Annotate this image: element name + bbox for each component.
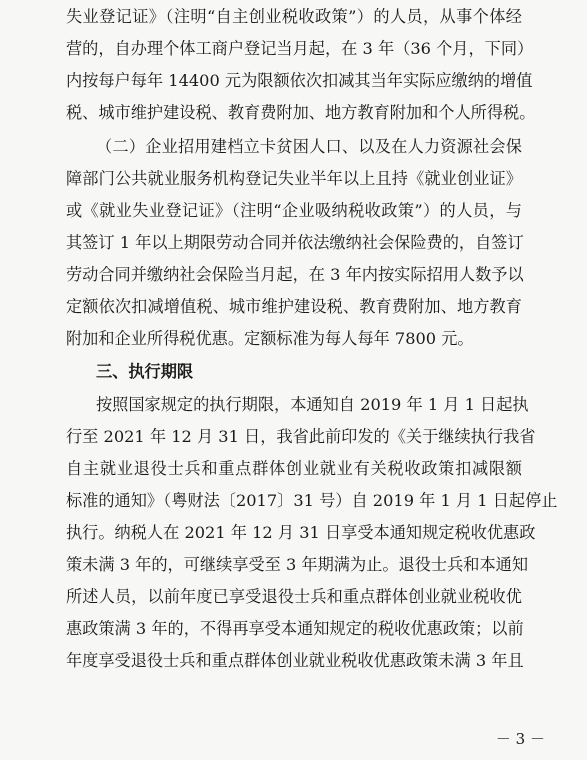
text-line: 惠政策满 3 年的，不得再享受本通知规定的税收优惠政策；以前 — [66, 619, 524, 638]
text-line: 年度享受退役士兵和重点群体创业就业税收优惠政策未满 3 年且 — [66, 651, 524, 670]
text-line: 税、城市维护建设税、教育费附加、地方教育附加和个人所得税。 — [66, 103, 536, 122]
page-number: － 3 － — [495, 730, 545, 748]
text-line: 内按每户每年 14400 元为限额依次扣减其当年实际应缴纳的增值 — [66, 71, 533, 90]
text-line: 或《就业失业登记证》（注明“企业吸纳税收政策”）的人员，与 — [66, 201, 522, 220]
text-line: 失业登记证》（注明“自主创业税收政策”）的人员，从事个体经 — [66, 7, 522, 26]
text-line: 营的，自办理个体工商户登记当月起，在 3 年（36 个月，下同） — [66, 39, 534, 58]
text-line: 标准的通知》（粤财法〔2017〕31 号）自 2019 年 1 月 1 日起停止 — [66, 491, 558, 510]
text-line: 定额依次扣减增值税、城市维护建设税、教育费附加、地方教育 — [66, 297, 522, 316]
text-line: 按照国家规定的执行期限，本通知自 2019 年 1 月 1 日起执 — [96, 395, 529, 414]
text-line: 策未满 3 年的，可继续享受至 3 年期满为止。退役士兵和本通知 — [66, 555, 529, 574]
text-line: 行至 2021 年 12 月 31 日，我省此前印发的《关于继续执行我省 — [66, 427, 536, 446]
text-line: （二）企业招用建档立卡贫困人口、以及在人力资源社会保 — [96, 137, 522, 156]
text-line: 附加和企业所得税优惠。定额标准为每人每年 7800 元。 — [66, 329, 474, 348]
text-line: 劳动合同并缴纳社会保险当月起，在 3 年内按实际招用人数予以 — [66, 265, 524, 284]
text-line: 所述人员，以前年度已享受退役士兵和重点群体创业就业税收优 — [66, 587, 522, 606]
text-line: 执行。纳税人在 2021 年 12 月 31 日享受本通知规定税收优惠政 — [66, 523, 536, 542]
text-line: 其签订 1 年以上期限劳动合同并依法缴纳社会保险费的，自签订 — [66, 233, 524, 252]
text-line: 自主就业退役士兵和重点群体创业就业有关税收政策扣减限额 — [66, 459, 522, 478]
section-heading: 三、执行期限 — [96, 362, 194, 381]
text-line: 障部门公共就业服务机构登记失业半年以上且持《就业创业证》 — [66, 169, 522, 188]
